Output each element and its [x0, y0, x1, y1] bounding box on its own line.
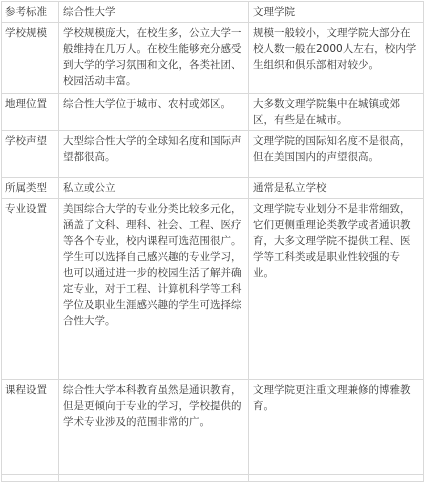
university-paragraph: 美国综合大学的专业分类比较多元化，涵盖了文科、理科、社会、工程、医疗等各个专业，校内课程可选范围很广。: [63, 203, 242, 247]
table-row: [2, 131, 424, 178]
university-cell: 私立或公立: [59, 178, 249, 199]
empty-cell: [2, 475, 59, 482]
college-cell: 规模一般较小，文理学院大部分在校人数一般在2000人左右，校内学生组织和俱乐部相对较少。: [249, 23, 424, 94]
college-cell: 文理学院更注重文理兼修的博雅教育。: [249, 380, 424, 475]
table-row-empty: [2, 475, 424, 482]
row-label: 专业设置: [2, 199, 59, 380]
university-cell: 综合性大学位于城市、农村或郊区。: [59, 94, 249, 131]
header-criteria: 参考标准: [2, 2, 59, 23]
row-label: 学校声望: [2, 131, 59, 178]
university-paragraph: 学生可以选择自己感兴趣的专业学习，也可以通过进一步的校园生活了解并确定专业，对于工程、计算机科学等工科学位及职业生涯感兴趣的学生可选择综合性大学。: [63, 251, 242, 327]
table-header-row: [2, 2, 424, 23]
table-row: [2, 94, 424, 131]
university-cell: [59, 199, 249, 380]
table-row: [2, 380, 424, 475]
header-college: 文理学院: [249, 2, 424, 23]
comparison-table: [1, 1, 424, 482]
table-row: [2, 199, 424, 380]
university-cell: 大型综合性大学的全球知名度和国际声望都很高。: [59, 131, 249, 178]
university-cell: 综合性大学本科教育虽然是通识教育，但是更倾向于专业的学习，学校提供的学术专业涉及的范围非常的广。: [59, 380, 249, 475]
college-cell: 文理学院的国际知名度不是很高，但在美国国内的声望很高。: [249, 131, 424, 178]
header-university: 综合性大学: [59, 2, 249, 23]
university-cell: 学校规模庞大，在校生多，公立大学一般维持在几万人。在校生能够充分感受到大学的学习氛围和文化，各类社团、校园活动丰富。: [59, 23, 249, 94]
row-label: 课程设置: [2, 380, 59, 475]
table-row: [2, 178, 424, 199]
table-row: [2, 23, 424, 94]
college-cell: 文理学院专业划分不是非常细致，它们更侧重理论类教学或者通识教育，大多文理学院不提供工程、医学等工科类或是职业性较强的专业。: [249, 199, 424, 380]
empty-cell: [249, 475, 424, 482]
row-label: 地理位置: [2, 94, 59, 131]
row-label: 学校规模: [2, 23, 59, 94]
row-label: 所属类型: [2, 178, 59, 199]
college-cell: 通常是私立学校: [249, 178, 424, 199]
empty-cell: [59, 475, 249, 482]
college-cell: 大多数文理学院集中在城镇或郊区，有些是在城市。: [249, 94, 424, 131]
